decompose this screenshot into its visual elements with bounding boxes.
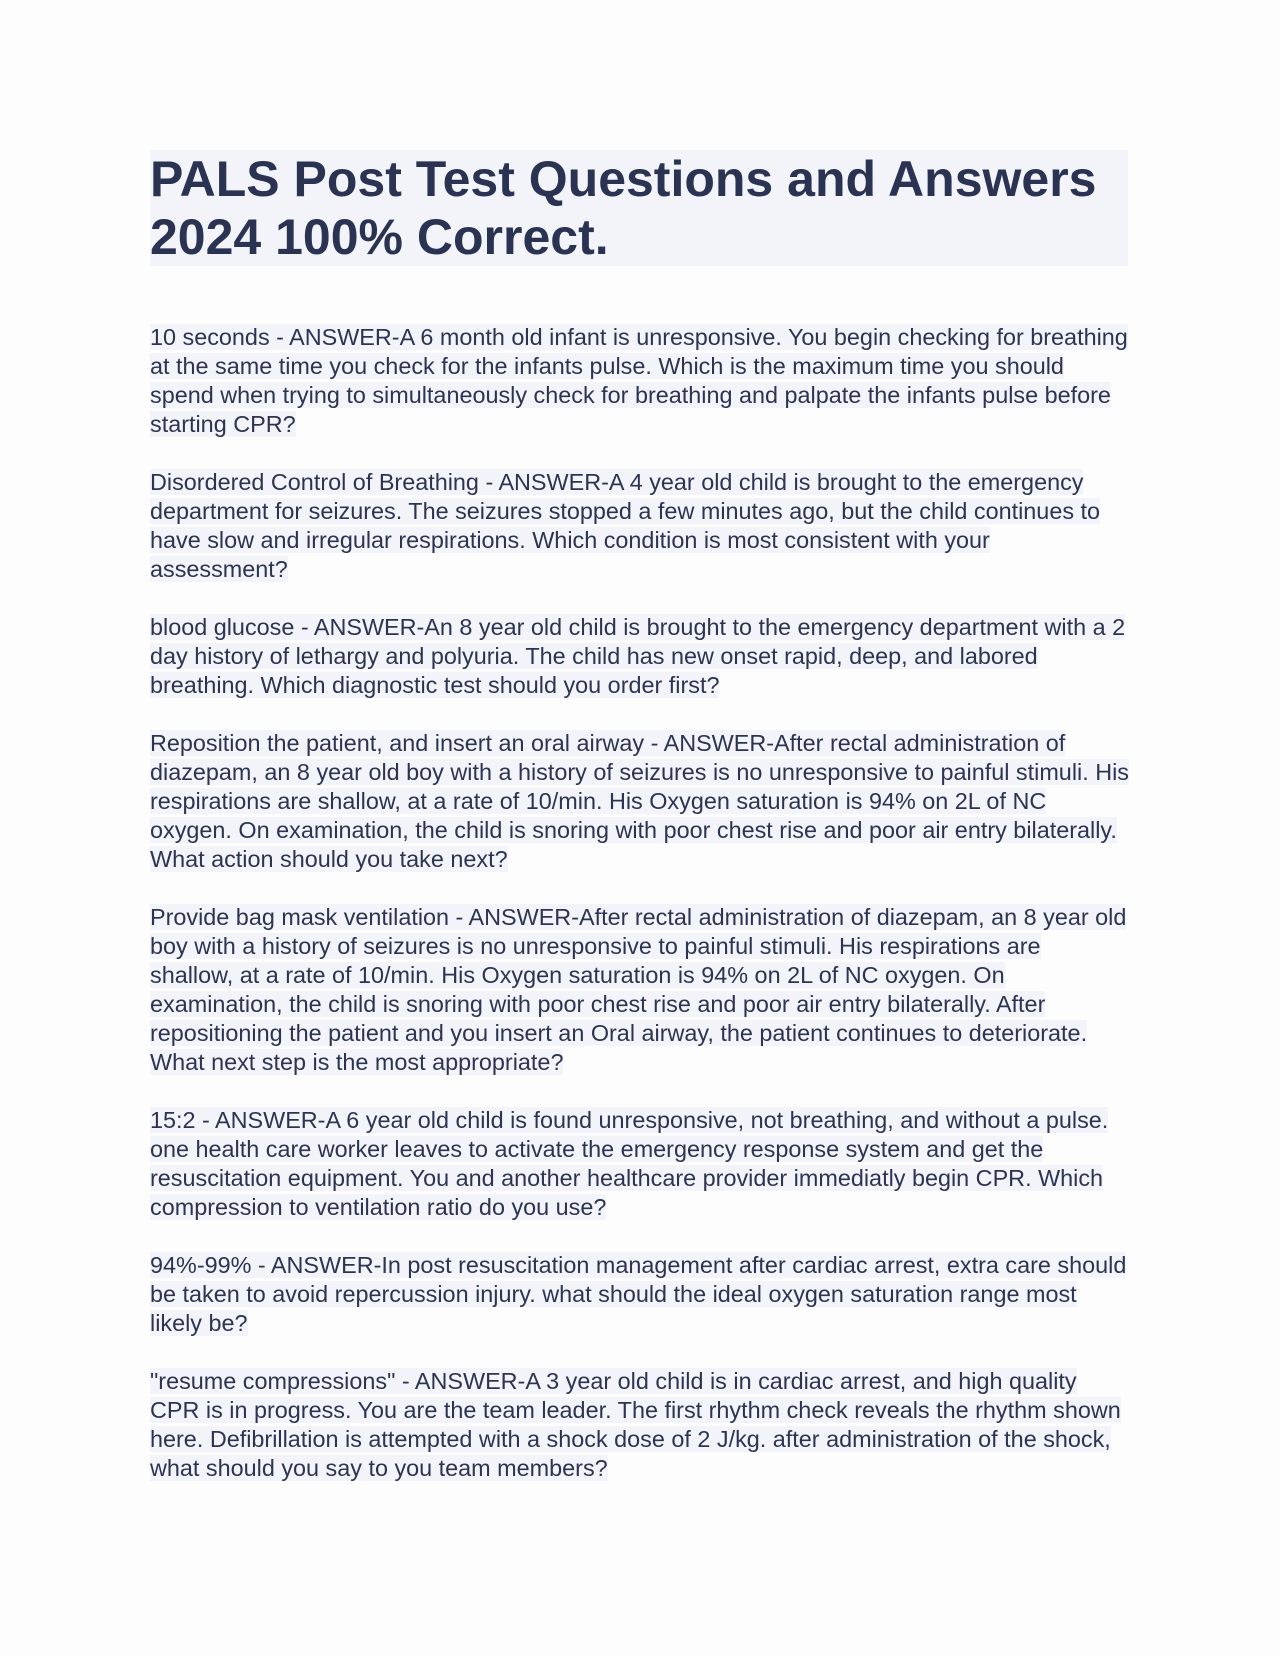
qa-item-text: Reposition the patient, and insert an oral airway - ANSWER-After rectal administration of diazepam, an 8 year old boy with a history of seizures is no unresponsive to painful stimuli. His respirations are shallow, at a rate of 10/min. His Oxygen saturation is 94% on 2L of NC oxygen. On examination, the child is snoring with poor chest rise and poor air entry bilaterally. What action should you take next? [150,730,1129,872]
qa-item-3 [150,613,1130,700]
qa-item-text: 10 seconds - ANSWER-A 6 month old infant is unresponsive. You begin checking for breathing at the same time you check for the infants pulse. Which is the maximum time you should spend when trying to simultaneously check for breathing and palpate the infants pulse before starting CPR? [150,324,1128,437]
qa-item-2 [150,468,1130,584]
qa-item-6 [150,1106,1130,1222]
qa-item-text: "resume compressions" - ANSWER-A 3 year old child is in cardiac arrest, and high quality CPR is in progress. You are the team leader. The first rhythm check reveals the rhythm shown here. Defibrillation is attempted with a shock dose of 2 J/kg. after administration of the shock, what should you say to you team members? [150,1368,1121,1481]
qa-list [150,323,1130,1512]
qa-item-text: Disordered Control of Breathing - ANSWER-A 4 year old child is brought to the emergency department for seizures. The seizures stopped a few minutes ago, but the child continues to have slow and irregular respirations. Which condition is most consistent with your assessment? [150,469,1101,582]
qa-item-text: Provide bag mask ventilation - ANSWER-After rectal administration of diazepam, an 8 year old boy with a history of seizures is no unresponsive to painful stimuli. His respirations are shallow, at a rate of 10/min. His Oxygen saturation is 94% on 2L of NC oxygen. On examination, the child is snoring with poor chest rise and poor air entry bilaterally. After repositioning the patient and you insert an Oral airway, the patient continues to deteriorate. What next step is the most appropriate? [150,904,1127,1075]
qa-item-1 [150,323,1130,439]
title-line-2: 2024 100% Correct. [150,208,1128,266]
qa-item-7 [150,1251,1130,1338]
title-line-1: PALS Post Test Questions and Answers [150,150,1128,208]
qa-item-5 [150,903,1130,1077]
qa-item-text: blood glucose - ANSWER-An 8 year old child is brought to the emergency department with a 2 day history of lethargy and polyuria. The child has new onset rapid, deep, and labored breathing. Which diagnostic test should you order first? [150,614,1126,698]
document-title [150,150,1128,266]
qa-item-text: 15:2 - ANSWER-A 6 year old child is found unresponsive, not breathing, and without a pulse. one health care worker leaves to activate the emergency response system and get the resuscitation equipment. You and another healthcare provider immediatly begin CPR. Which compression to ventilation ratio do you use? [150,1107,1109,1220]
qa-item-4 [150,729,1130,874]
qa-item-text: 94%-99% - ANSWER-In post resuscitation management after cardiac arrest, extra care should be taken to avoid repercussion injury. what should the ideal oxygen saturation range most likely be? [150,1252,1127,1336]
qa-item-8 [150,1367,1130,1483]
